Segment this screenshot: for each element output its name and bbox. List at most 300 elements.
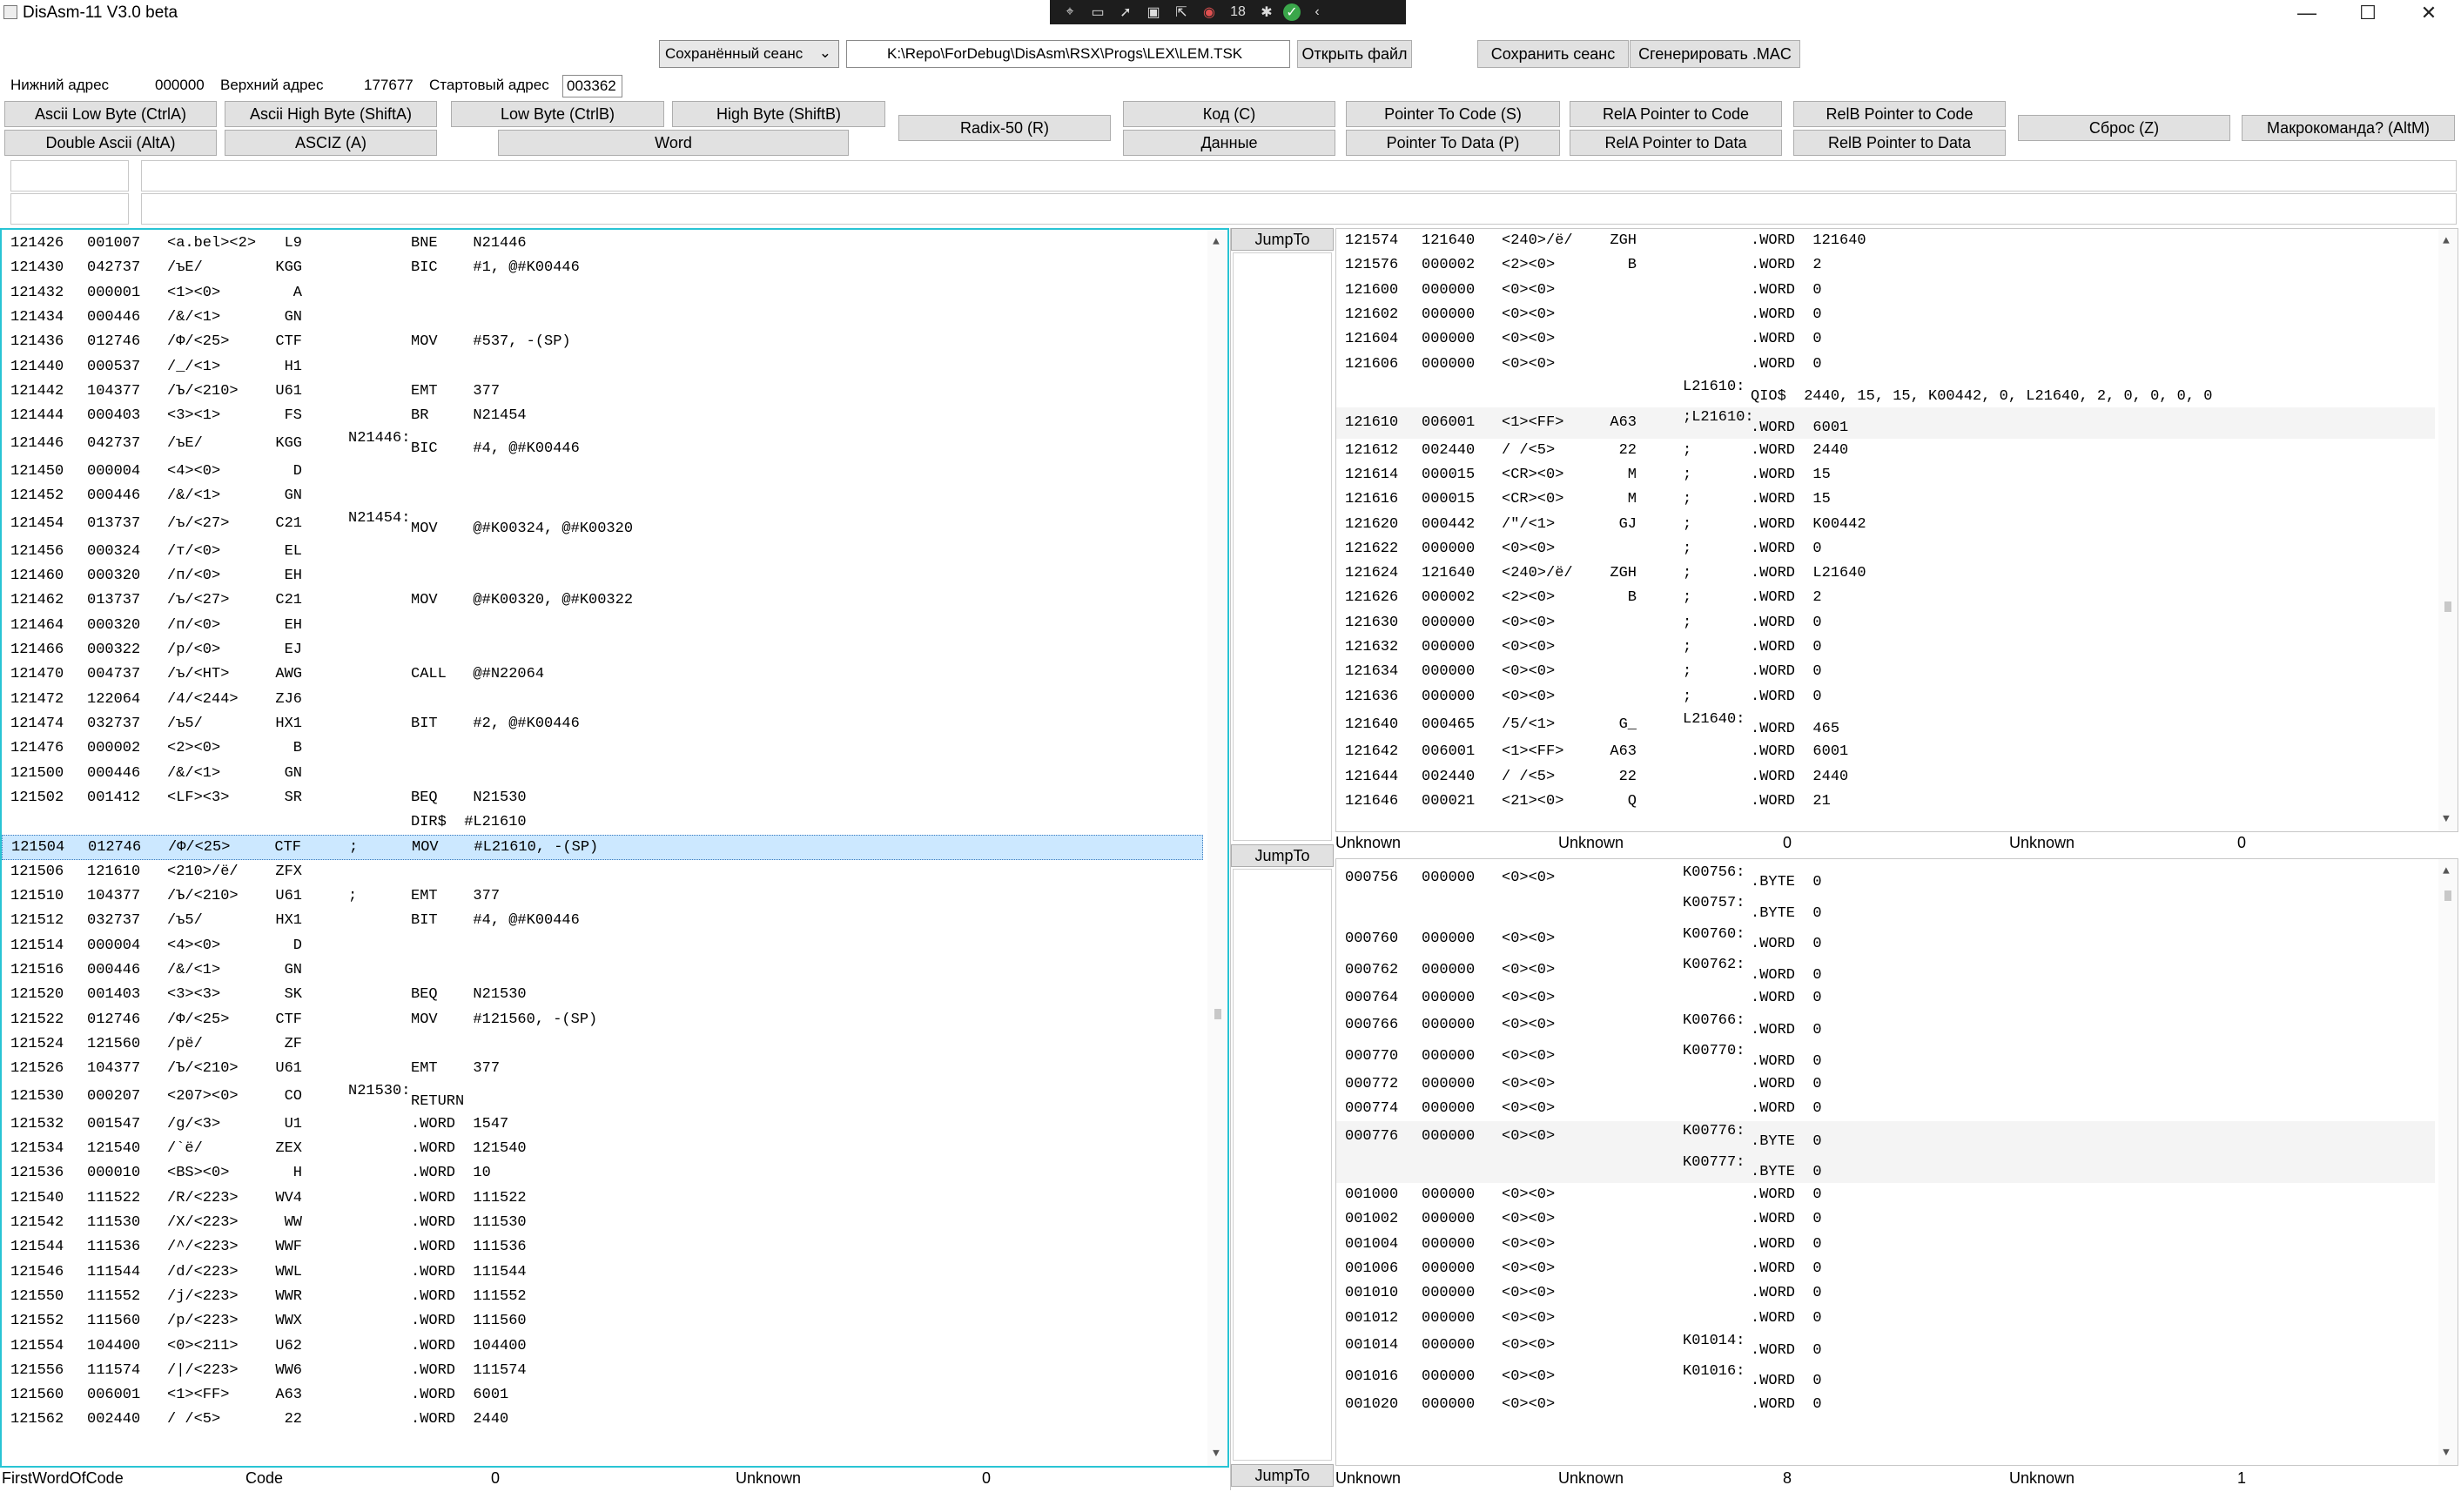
listing-row[interactable]: [1336, 1072, 2435, 1097]
ascii-cell: <0><0>: [1502, 961, 1556, 978]
address-cell: 000766: [1345, 1017, 1399, 1034]
status-label: FirstWordOfCode: [2, 1469, 124, 1487]
ascii-cell: /pё/: [167, 1035, 203, 1052]
listing-row[interactable]: [1336, 611, 2435, 635]
ascii-cell: /Ф/<25>: [167, 1011, 230, 1028]
ascii-low-button[interactable]: Ascii Low Byte (CtrlA): [4, 101, 217, 127]
listing-row[interactable]: [1336, 1011, 2435, 1041]
instruction-cell: .WORD 121540: [411, 1140, 527, 1158]
scroll-thumb[interactable]: [2444, 890, 2451, 901]
data-pane-bottom[interactable]: [1335, 858, 2458, 1466]
word-cell: 000446: [87, 487, 141, 505]
listing-row[interactable]: [2, 688, 1203, 712]
listing-row[interactable]: [2, 232, 1203, 256]
listing-row[interactable]: [1336, 1121, 2435, 1152]
window-title: DisAsm-11 V3.0 beta: [23, 3, 178, 22]
ascii-high-button[interactable]: Ascii High Byte (ShiftA): [225, 101, 437, 127]
listing-row[interactable]: [2, 1309, 1203, 1334]
listing-row[interactable]: [1336, 377, 2435, 407]
listing-row[interactable]: [1336, 1183, 2435, 1207]
radix-cell: A63: [1610, 743, 1637, 761]
ascii-cell: <0><0>: [1502, 331, 1556, 348]
listing-row[interactable]: [2, 786, 1203, 810]
listing-row[interactable]: [1336, 1281, 2435, 1306]
listing-row[interactable]: [1336, 1041, 2435, 1072]
address-cell: 121626: [1345, 589, 1399, 607]
instruction-cell: MOV @#K00320, @#K00322: [411, 592, 634, 609]
word-cell: 000002: [87, 740, 141, 757]
address-cell: 000770: [1345, 1047, 1399, 1065]
listing-row[interactable]: [1336, 740, 2435, 764]
ascii-cell: <0><0>: [1502, 639, 1556, 656]
collapse-icon[interactable]: ‹: [1315, 4, 1320, 19]
high-byte-button[interactable]: High Byte (ShiftB): [672, 101, 885, 127]
listing-row[interactable]: [2, 330, 1203, 354]
radix-cell: CTF: [275, 1011, 302, 1028]
radix-cell: GJ: [1618, 515, 1637, 533]
word-cell: 104377: [87, 888, 141, 905]
instruction-cell: EMT 377: [411, 1060, 501, 1078]
scroll-up-icon[interactable]: ▲: [1213, 235, 1220, 248]
radix-cell: WW: [284, 1214, 302, 1232]
instruction-cell: .WORD 0: [1751, 281, 1822, 299]
listing-row[interactable]: [1336, 1331, 2435, 1361]
ascii-cell: <1><0>: [167, 284, 221, 301]
listing-row[interactable]: [2, 736, 1203, 761]
listing-row[interactable]: [2, 1408, 1203, 1432]
instruction-cell: .WORD 0: [1751, 688, 1822, 705]
scroll-thumb[interactable]: [1214, 1009, 1221, 1019]
cursor-alt-icon[interactable]: ⇱: [1175, 5, 1187, 20]
instruction-cell: .WORD 0: [1751, 355, 1822, 373]
instruction-cell: .WORD 0: [1751, 1342, 1822, 1360]
session-dropdown[interactable]: [659, 40, 839, 68]
label-cell: ;L21610:: [1683, 409, 1754, 427]
listing-row[interactable]: [2, 983, 1203, 1007]
scroll-up-icon[interactable]: ▲: [2443, 234, 2450, 247]
maximize-button[interactable]: ☐: [2359, 2, 2377, 24]
instruction-cell: BIT #2, @#K00446: [411, 715, 580, 732]
ascii-cell: <0><0>: [1502, 281, 1556, 299]
cursor-mode-icon[interactable]: ⌖: [1066, 4, 1074, 19]
word-cell: 000000: [1422, 1099, 1476, 1117]
listing-row[interactable]: [2, 306, 1203, 330]
address-cell: 121474: [10, 715, 64, 732]
minimize-button[interactable]: —: [2297, 2, 2316, 24]
label-cell: K00757:: [1683, 895, 1745, 912]
listing-row[interactable]: [2, 1359, 1203, 1383]
ascii-cell: <0><0>: [1502, 1186, 1556, 1204]
radix-cell: A63: [1610, 413, 1637, 431]
ascii-cell: /Ъ/<210>: [167, 888, 239, 905]
listing-row[interactable]: [2, 835, 1203, 859]
ascii-cell: <4><0>: [167, 937, 221, 954]
instruction-cell: .WORD 2: [1751, 589, 1822, 607]
ascii-cell: <210>/ё/: [167, 863, 239, 880]
listing-row[interactable]: [2, 884, 1203, 909]
scroll-thumb[interactable]: [2444, 601, 2451, 612]
listing-row[interactable]: [2, 1211, 1203, 1235]
address-cell: 121454: [10, 515, 64, 533]
listing-row[interactable]: [1336, 893, 2435, 924]
ascii-cell: <0><0>: [1502, 614, 1556, 631]
word-cell: 013737: [87, 592, 141, 609]
label-cell: ;: [1683, 491, 1692, 508]
listing-row[interactable]: [1336, 685, 2435, 709]
listing-row[interactable]: [2, 712, 1203, 736]
listing-row[interactable]: [1336, 407, 2435, 438]
listing-row[interactable]: [2, 614, 1203, 638]
listing-row[interactable]: [2, 1112, 1203, 1137]
listing-row[interactable]: [2, 810, 1203, 835]
ascii-cell: / /<5>: [167, 1411, 221, 1428]
listing-row[interactable]: [2, 1285, 1203, 1309]
listing-row[interactable]: [1336, 253, 2435, 278]
address-cell: 121432: [10, 284, 64, 301]
listing-row[interactable]: [2, 1260, 1203, 1285]
data-button[interactable]: Данные: [1123, 130, 1335, 156]
rela-data-button[interactable]: RelA Pointer to Data: [1570, 130, 1782, 156]
label-cell: K01016:: [1683, 1363, 1745, 1381]
instruction-cell: .WORD 0: [1751, 1395, 1822, 1413]
listing-row[interactable]: [2, 564, 1203, 588]
radix-cell: CTF: [274, 839, 301, 857]
listing-row[interactable]: [2, 588, 1203, 613]
camera-icon[interactable]: ▭: [1091, 5, 1105, 20]
jump-to-button-bottom[interactable]: JumpTo: [1231, 1464, 1334, 1487]
instruction-cell: .BYTE 0: [1751, 904, 1822, 922]
word-cell: 000446: [87, 764, 141, 782]
jump-to-button-top[interactable]: JumpTo: [1231, 228, 1334, 251]
listing-row[interactable]: [2, 1081, 1203, 1112]
address-cell: 121574: [1345, 232, 1399, 250]
listing-row[interactable]: [1336, 512, 2435, 536]
ascii-cell: /5/<1>: [1502, 716, 1556, 733]
listing-row[interactable]: [1336, 765, 2435, 790]
reset-button[interactable]: Сброс (Z): [2018, 115, 2230, 141]
listing-row[interactable]: [1336, 229, 2435, 253]
address-cell: 121430: [10, 259, 64, 277]
address-cell: 121502: [10, 789, 64, 806]
word-cell: 000015: [1422, 491, 1476, 508]
radix-cell: EL: [284, 542, 302, 560]
address-cell: 121614: [1345, 466, 1399, 483]
record-icon[interactable]: ◉: [1203, 5, 1215, 20]
listing-row[interactable]: [1336, 279, 2435, 303]
listing-row[interactable]: [2, 662, 1203, 687]
word-cell: 111552: [87, 1287, 141, 1305]
listing-row[interactable]: [1336, 487, 2435, 512]
address-cell: 121544: [10, 1239, 64, 1256]
listing-row[interactable]: [1336, 635, 2435, 660]
listing-row[interactable]: [1336, 709, 2435, 740]
word-cell: 000002: [1422, 589, 1476, 607]
listing-row[interactable]: [2, 958, 1203, 983]
rela-code-button[interactable]: RelA Pointer to Code: [1570, 101, 1782, 127]
start-address-input[interactable]: 003362: [562, 75, 622, 97]
listing-row[interactable]: [2, 909, 1203, 933]
instruction-cell: .WORD 0: [1751, 1211, 1822, 1228]
listing-row[interactable]: [2, 1235, 1203, 1260]
address-cell: 121560: [10, 1387, 64, 1404]
listing-row[interactable]: [2, 404, 1203, 428]
label-cell: N21530:: [348, 1083, 411, 1100]
right-top-scrollbar[interactable]: [2438, 229, 2458, 831]
relb-code-button[interactable]: RelB Pointer to Code: [1793, 101, 2006, 127]
data-pane-top[interactable]: [1335, 228, 2458, 832]
listing-row[interactable]: [2, 508, 1203, 539]
accessibility-icon[interactable]: ✱: [1261, 5, 1273, 20]
listing-row[interactable]: [1336, 660, 2435, 684]
pointer-to-data-button[interactable]: Pointer To Data (P): [1346, 130, 1560, 156]
word-cell: 012746: [87, 1011, 141, 1028]
address-cell: 001010: [1345, 1285, 1399, 1302]
word-cell: 000000: [1422, 540, 1476, 557]
word-cell: 000324: [87, 542, 141, 560]
listing-row[interactable]: [1336, 353, 2435, 377]
listing-row[interactable]: [2, 1186, 1203, 1211]
ascii-cell: <2><0>: [167, 740, 221, 757]
word-cell: 000000: [1422, 331, 1476, 348]
save-session-button[interactable]: Сохранить сеанс: [1477, 40, 1629, 68]
listing-row[interactable]: [1336, 924, 2435, 955]
radix-cell: WWF: [275, 1239, 302, 1256]
listing-row[interactable]: [2, 380, 1203, 404]
word-cell: 000000: [1422, 1309, 1476, 1327]
open-file-button[interactable]: Открыть файл: [1297, 40, 1412, 68]
instruction-input[interactable]: [141, 160, 2457, 192]
code-button[interactable]: Код (C): [1123, 101, 1335, 127]
listing-row[interactable]: [1336, 1152, 2435, 1183]
ascii-cell: <1><FF>: [1502, 413, 1564, 431]
radix-cell: A: [292, 284, 302, 301]
word-cell: 000320: [87, 568, 141, 585]
address-cell: 121506: [10, 863, 64, 880]
instruction-cell: MOV #537, -(SP): [411, 333, 571, 351]
jump-list-top[interactable]: [1233, 252, 1332, 841]
scroll-down-icon[interactable]: ▼: [1213, 1447, 1220, 1460]
listing-row[interactable]: [2, 428, 1203, 459]
address-cell: 121532: [10, 1115, 64, 1132]
listing-row[interactable]: [2, 1032, 1203, 1057]
listing-row[interactable]: [2, 638, 1203, 662]
word-cell: 000000: [1422, 1235, 1476, 1253]
address-cell: 121526: [10, 1060, 64, 1078]
status-kind: Unknown: [2009, 834, 2075, 851]
scroll-down-icon[interactable]: ▼: [2443, 1446, 2450, 1459]
address-cell: 121644: [1345, 768, 1399, 785]
address-cell: 121636: [1345, 688, 1399, 705]
address-cell: 121500: [10, 764, 64, 782]
radix-cell: WV4: [275, 1189, 302, 1206]
code-listing-pane[interactable]: [0, 228, 1229, 1468]
address-cell: 121522: [10, 1011, 64, 1028]
address-cell: 001000: [1345, 1186, 1399, 1204]
listing-row[interactable]: [1336, 303, 2435, 327]
radix-cell: HX1: [275, 715, 302, 732]
listing-row[interactable]: [2, 1057, 1203, 1081]
ascii-cell: <0><0>: [1502, 989, 1556, 1006]
listing-row[interactable]: [1336, 327, 2435, 352]
address-cell: 121600: [1345, 281, 1399, 299]
address-cell: 121456: [10, 542, 64, 560]
macro-button[interactable]: Макрокоманда? (AltM): [2242, 115, 2455, 141]
ascii-cell: /`ё/: [167, 1140, 203, 1158]
word-cell: 000004: [87, 462, 141, 480]
status-kind: Unknown: [736, 1469, 802, 1487]
file-path-input[interactable]: K:\Repo\ForDebug\DisAsm\RSX\Progs\LEX\LEM.TSK: [846, 40, 1290, 68]
word-cell: 001412: [87, 789, 141, 806]
ascii-cell: /ъЕ/: [167, 435, 203, 453]
radix-cell: B: [292, 740, 302, 757]
listing-row[interactable]: [2, 540, 1203, 564]
operand-input[interactable]: [141, 193, 2457, 225]
listing-row[interactable]: [1336, 537, 2435, 561]
instruction-cell: QIO$ 2440, 15, 15, K00442, 0, L21640, 2, 0, 0, 0, 0: [1751, 388, 2213, 406]
listing-row[interactable]: [2, 934, 1203, 958]
listing-row[interactable]: [1336, 1233, 2435, 1257]
listing-row[interactable]: [2, 460, 1203, 484]
radix-cell: U61: [275, 382, 302, 400]
ascii-cell: <CR><0>: [1502, 491, 1564, 508]
label-input[interactable]: [10, 160, 129, 192]
address-cell: 000776: [1345, 1127, 1399, 1145]
word-cell: 000000: [1422, 1075, 1476, 1092]
listing-row[interactable]: [1336, 1257, 2435, 1281]
radix-cell: WWL: [275, 1263, 302, 1280]
ascii-cell: <240>/ё/: [1502, 232, 1573, 250]
session-dropdown-label: Сохранённый сеанс: [665, 45, 804, 62]
listing-row[interactable]: [2, 1007, 1203, 1032]
listing-row[interactable]: [2, 355, 1203, 380]
relb-data-button[interactable]: RelB Pointer to Data: [1793, 130, 2006, 156]
listing-row[interactable]: [2, 761, 1203, 785]
label-cell: L21610:: [1683, 378, 1745, 395]
listing-row[interactable]: [2, 484, 1203, 508]
asciz-button[interactable]: ASCIZ (A): [225, 130, 437, 156]
instruction-cell: MOV @#K00324, @#K00320: [411, 520, 634, 537]
word-cell: 104377: [87, 1060, 141, 1078]
label-cell: L21640:: [1683, 710, 1745, 728]
listing-row[interactable]: [1336, 1207, 2435, 1232]
ascii-cell: <2><0>: [1502, 257, 1556, 274]
listing-row[interactable]: [1336, 1392, 2435, 1416]
window-icon[interactable]: ▣: [1146, 5, 1160, 20]
ascii-cell: /4/<244>: [167, 690, 239, 708]
radix-cell: AWG: [275, 666, 302, 683]
listing-row[interactable]: [1336, 863, 2435, 893]
word-cell: 000000: [1422, 989, 1476, 1006]
radix-cell: A63: [275, 1387, 302, 1404]
listing-row[interactable]: [1336, 986, 2435, 1011]
listing-row[interactable]: [2, 1137, 1203, 1161]
left-scrollbar[interactable]: [1207, 230, 1227, 1466]
listing-row[interactable]: [2, 1383, 1203, 1408]
label-cell: K00770:: [1683, 1043, 1745, 1060]
low-address-value[interactable]: 000000: [155, 77, 205, 93]
listing-row[interactable]: [1336, 586, 2435, 610]
instruction-cell: .WORD 0: [1751, 936, 1822, 953]
address-cell: 121450: [10, 462, 64, 480]
label-cell: K00766:: [1683, 1011, 1745, 1029]
radix-cell: D: [292, 937, 302, 954]
status-type: Unknown: [1558, 1469, 1624, 1487]
instruction-cell: .WORD 0: [1751, 1075, 1822, 1092]
instruction-cell: .WORD 0: [1751, 1373, 1822, 1390]
listing-row[interactable]: [2, 1161, 1203, 1186]
word-cell: 000537: [87, 358, 141, 375]
radix-cell: EH: [284, 568, 302, 585]
word-cell: 104377: [87, 382, 141, 400]
double-ascii-button[interactable]: Double Ascii (AltA): [4, 130, 217, 156]
close-button[interactable]: ✕: [2420, 2, 2437, 24]
comment-input[interactable]: [10, 193, 129, 225]
jump-list-bottom[interactable]: [1233, 869, 1332, 1461]
listing-row[interactable]: [2, 1334, 1203, 1358]
jump-to-button-middle[interactable]: JumpTo: [1231, 844, 1334, 867]
word-cell: 111560: [87, 1313, 141, 1330]
low-byte-button[interactable]: Low Byte (CtrlB): [451, 101, 664, 127]
word-button[interactable]: Word: [498, 130, 849, 156]
pointer-to-code-button[interactable]: Pointer To Code (S): [1346, 101, 1560, 127]
address-cell: 121510: [10, 888, 64, 905]
word-cell: 042737: [87, 435, 141, 453]
address-cell: 121550: [10, 1287, 64, 1305]
ascii-cell: /R/<223>: [167, 1189, 239, 1206]
instruction-cell: .WORD L21640: [1751, 565, 1866, 582]
right-bottom-status-bar: [1335, 1469, 2458, 1490]
radix-cell: EJ: [284, 642, 302, 659]
ascii-cell: /&/<1>: [167, 309, 221, 326]
listing-row[interactable]: [1336, 561, 2435, 586]
address-cell: 121616: [1345, 491, 1399, 508]
ascii-cell: <0><211>: [167, 1337, 239, 1354]
listing-row[interactable]: [1336, 1361, 2435, 1392]
instruction-cell: .WORD 0: [1751, 1285, 1822, 1302]
scroll-down-icon[interactable]: ▼: [2443, 812, 2450, 825]
scroll-up-icon[interactable]: ▲: [2443, 864, 2450, 877]
high-address-value[interactable]: 177677: [364, 77, 414, 93]
start-address-label: Стартовый адрес: [429, 77, 549, 93]
address-cell: 000772: [1345, 1075, 1399, 1092]
address-cell: 121624: [1345, 565, 1399, 582]
pointer-icon[interactable]: ➚: [1120, 5, 1132, 20]
ascii-cell: <0><0>: [1502, 1047, 1556, 1065]
generate-mac-button[interactable]: Сгенерировать .MAC: [1630, 40, 1800, 68]
word-cell: 111574: [87, 1361, 141, 1379]
radix-cell: C21: [275, 515, 302, 533]
radix-cell: ZFX: [275, 863, 302, 880]
listing-row[interactable]: [1336, 790, 2435, 814]
instruction-cell: .WORD 111544: [411, 1263, 527, 1280]
word-cell: 042737: [87, 259, 141, 277]
listing-row[interactable]: [1336, 1097, 2435, 1121]
label-cell: N21446:: [348, 430, 411, 447]
right-bottom-scrollbar[interactable]: [2438, 859, 2458, 1465]
listing-row[interactable]: [1336, 955, 2435, 985]
listing-row[interactable]: [1336, 463, 2435, 487]
word-cell: 000000: [1422, 1395, 1476, 1413]
ascii-cell: /&/<1>: [167, 764, 221, 782]
radix-cell: U1: [284, 1115, 302, 1132]
listing-row[interactable]: [2, 256, 1203, 280]
check-icon[interactable]: ✓: [1283, 3, 1301, 21]
radix50-button[interactable]: Radix-50 (R): [898, 115, 1111, 141]
listing-row[interactable]: [2, 860, 1203, 884]
listing-row[interactable]: [1336, 439, 2435, 463]
listing-row[interactable]: [2, 281, 1203, 306]
listing-row[interactable]: [1336, 1306, 2435, 1330]
